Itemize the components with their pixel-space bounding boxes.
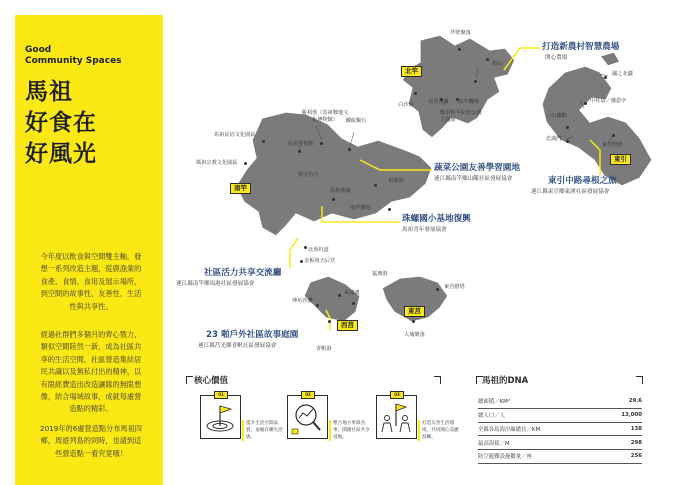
intro-line: 到空間的故事性、友善性、生活 bbox=[40, 289, 142, 299]
title-line-3: 好風光 bbox=[25, 141, 97, 167]
place-marker bbox=[612, 134, 615, 137]
heading-corner bbox=[186, 376, 193, 384]
place-marker bbox=[348, 148, 351, 151]
place-label: 碧山 bbox=[492, 61, 503, 67]
place-marker bbox=[566, 126, 569, 129]
region-label-east-juguang: 東莒 bbox=[404, 306, 425, 317]
place-label: 金板境天后宮 bbox=[304, 258, 336, 264]
place-label: 民俗文物館 bbox=[288, 141, 314, 147]
place-label: 青帆港 bbox=[316, 346, 332, 352]
value-card-1 bbox=[200, 392, 283, 465]
place-label: 馬祖酒廠 bbox=[330, 188, 351, 194]
heading-corner bbox=[636, 376, 643, 384]
flag-target-icon bbox=[201, 396, 240, 438]
intro-line: 享的生活空間，社區營造集結居 bbox=[40, 354, 142, 364]
callout-title: 社區活力共享交流廳 bbox=[204, 268, 282, 278]
place-label: 東引燈塔 bbox=[602, 142, 623, 148]
callout-sub: 馬祖青年發展協會 bbox=[402, 227, 447, 233]
dna-label: 最高海拔／M bbox=[478, 436, 601, 450]
region-label-west-juguang: 西莒 bbox=[337, 320, 358, 331]
dna-value: 13,000 bbox=[601, 408, 642, 422]
value-icon-box bbox=[376, 395, 417, 439]
place-marker bbox=[374, 184, 377, 187]
island-dongyin-islet bbox=[600, 52, 620, 66]
value-accent bbox=[329, 420, 331, 441]
value-text: 提升生活空間品質，並擬有聯生活感。 bbox=[246, 421, 283, 440]
place-label: 媽祖宗教文化園區 bbox=[196, 160, 238, 166]
intro-line: 性與共享性。 bbox=[69, 301, 113, 311]
place-label: 鐵板燭台 bbox=[345, 118, 367, 124]
place-label: 坂里沙灘 bbox=[428, 99, 449, 105]
place-label: 白沙港 bbox=[398, 102, 414, 108]
place-marker bbox=[486, 58, 489, 61]
place-marker bbox=[604, 76, 607, 79]
kicker-line-2: Community Spaces bbox=[25, 56, 122, 66]
place-marker bbox=[298, 150, 301, 153]
place-marker bbox=[474, 80, 477, 83]
table-row bbox=[478, 436, 642, 450]
place-label: 忠誠門 bbox=[546, 136, 562, 142]
callout-sub: 連江縣南竿鄉山隴社區發展協會 bbox=[434, 176, 513, 182]
place-marker bbox=[436, 288, 439, 291]
table-row bbox=[478, 408, 642, 422]
team-flag-icon bbox=[377, 396, 416, 438]
value-accent bbox=[418, 420, 420, 441]
dna-label: 總人口／人 bbox=[478, 408, 601, 422]
value-text: 整合地方事與食事，開創社區共享基地。 bbox=[333, 421, 370, 440]
intro-line: 造點的精彩。 bbox=[69, 404, 113, 414]
region-label-beigan: 北竿 bbox=[401, 66, 422, 77]
leader-mazu-port bbox=[290, 238, 298, 268]
intro-line: 鄉，周遊列島的同時，也請到這 bbox=[40, 436, 142, 446]
title-line-1: 馬祖 bbox=[25, 79, 73, 105]
callout-sub: 連江縣東引鄉東湧社區發展協會 bbox=[531, 189, 610, 195]
place-label: 福澳港 bbox=[388, 178, 404, 184]
place-label: 勝利堡（馬祖戰地文化博物館） bbox=[301, 110, 349, 123]
intro-line: 有限經費造出改造讓隊的無限想 bbox=[40, 379, 142, 389]
place-marker bbox=[388, 208, 391, 211]
place-label: 枕戈待旦 bbox=[298, 172, 319, 178]
place-label: 坤坵沙灘 bbox=[292, 298, 313, 304]
value-icon-box bbox=[200, 395, 241, 439]
callout-sub: 連江縣莒光鄉青帆社區發展協會 bbox=[198, 343, 277, 349]
place-label: 馬祖民俗文化園區 bbox=[214, 132, 256, 138]
place-marker bbox=[328, 320, 331, 323]
value-text: 打造友善生活環境，共同開心美麗島嶼。 bbox=[422, 421, 459, 440]
intro-line: 像，結合場域故事，成就每處營 bbox=[40, 392, 142, 402]
place-label: 猛澳港 bbox=[372, 271, 388, 277]
island-dongyin bbox=[542, 66, 652, 186]
value-card-2 bbox=[287, 392, 370, 465]
intro-line: 經過社群們多個月的齊心戮力， bbox=[40, 330, 142, 339]
place-marker bbox=[584, 102, 587, 105]
place-marker bbox=[412, 320, 415, 323]
callout-title: 東引中路尋根之旅 bbox=[548, 176, 617, 186]
callout-title: 23 啪戶外社區故事庭園 bbox=[206, 330, 299, 340]
intro-line: 民共識以及無私付出的精神，以 bbox=[40, 367, 142, 377]
analytics-magnifier-icon bbox=[288, 396, 327, 438]
place-label: 北竿機場 bbox=[458, 99, 479, 105]
place-label: 三山據點 bbox=[546, 113, 567, 119]
region-label-nangan: 南竿 bbox=[230, 183, 251, 194]
table-row bbox=[478, 395, 642, 408]
place-label: 國之北疆 bbox=[612, 71, 633, 77]
place-label: 南竿機場 bbox=[350, 205, 371, 211]
dna-value: 138 bbox=[601, 422, 642, 436]
value-tag: 02 bbox=[301, 391, 315, 399]
dna-label: 全縣各島海岸線總長／KM bbox=[478, 422, 601, 436]
title-line-2: 好食在 bbox=[25, 110, 97, 136]
place-marker bbox=[300, 260, 303, 263]
callout-title: 打造新農村智慧農場 bbox=[542, 42, 620, 52]
intro-line: 想一系列改造主題，從鹿漁業的 bbox=[40, 264, 142, 274]
callout-sub: 連江縣南竿鄉馬港社區發展協會 bbox=[176, 281, 255, 287]
intro-line: 2019年的6處營造點分布馬祖四 bbox=[40, 424, 142, 433]
dna-heading: 馬祖的DNA bbox=[482, 376, 529, 386]
place-label: 大埔聚落 bbox=[404, 332, 425, 338]
place-label: 中柱島／感恩亭 bbox=[590, 98, 627, 104]
heading-corner bbox=[476, 376, 483, 384]
callout-title: 珠螺國小基地復興 bbox=[402, 214, 471, 224]
value-tag: 03 bbox=[390, 391, 404, 399]
place-label: 北海坑道 bbox=[308, 247, 329, 253]
value-icon-box bbox=[287, 395, 328, 439]
place-marker bbox=[458, 48, 461, 51]
place-marker bbox=[352, 302, 355, 305]
place-marker bbox=[316, 304, 319, 307]
dna-value: 29.6 bbox=[601, 395, 642, 408]
intro-line: 類似空間陸然一新，成為社區共 bbox=[40, 342, 142, 352]
place-marker bbox=[262, 140, 265, 143]
values-heading: 核心價值 bbox=[194, 376, 229, 386]
dna-value: 298 bbox=[601, 436, 642, 450]
dna-label: 總面積／KM² bbox=[478, 395, 601, 408]
place-marker bbox=[304, 246, 307, 249]
callout-sub: 開心農場 bbox=[545, 55, 568, 61]
table-row bbox=[478, 450, 642, 464]
place-label: 菜浦澳 bbox=[344, 290, 360, 296]
intro-line: 些營造點一看究竟哦！ bbox=[55, 448, 127, 458]
place-marker bbox=[566, 140, 569, 143]
place-label: 東莒燈塔 bbox=[444, 284, 465, 290]
place-marker bbox=[244, 162, 247, 165]
callout-title: 蔬菜公園友善學習園地 bbox=[434, 163, 520, 173]
dna-label: 防空避難設施數量／座 bbox=[478, 450, 601, 464]
place-marker bbox=[320, 142, 323, 145]
region-label-dongyin: 東引 bbox=[610, 154, 631, 165]
place-label: 芹壁聚落 bbox=[450, 30, 471, 36]
kicker-line-1: Good bbox=[25, 45, 52, 55]
value-tag: 01 bbox=[214, 391, 228, 399]
table-row bbox=[478, 422, 642, 436]
dna-table bbox=[478, 395, 642, 464]
value-card-3 bbox=[376, 392, 459, 465]
place-marker bbox=[338, 294, 341, 297]
intro-line: 今年度以飲食與空間雙主軸，發 bbox=[40, 252, 142, 261]
intro-line: 食產、食情、食用及展示場所， bbox=[40, 276, 142, 286]
dna-value: 256 bbox=[601, 450, 642, 464]
heading-corner bbox=[434, 376, 441, 384]
place-label: 戰爭和平紀念公園主題館 bbox=[440, 110, 482, 123]
place-marker bbox=[332, 198, 335, 201]
value-accent bbox=[242, 420, 244, 441]
place-marker bbox=[414, 92, 417, 95]
